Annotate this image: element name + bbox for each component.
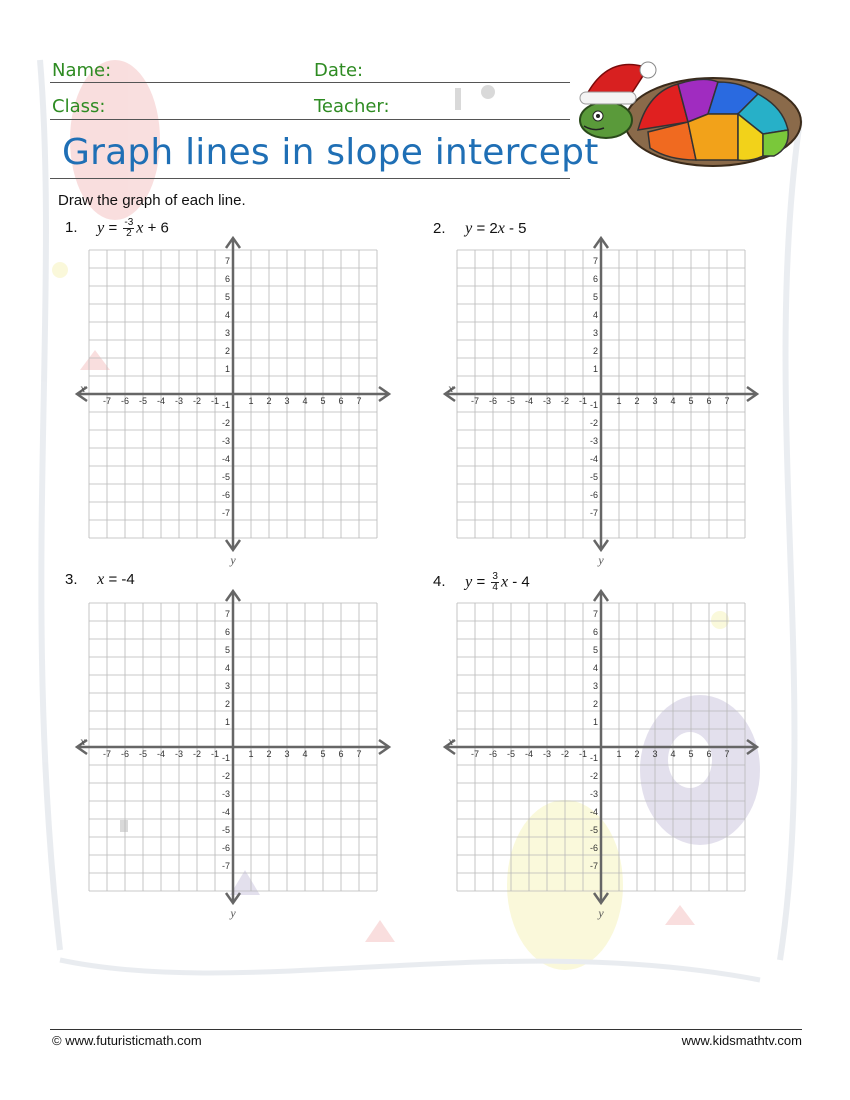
x-tick-label: 4: [302, 749, 308, 759]
y-tick-label: 4: [592, 663, 598, 673]
y-tick-label: 3: [592, 328, 598, 338]
x-tick-label: 1: [248, 749, 254, 759]
y-tick-label: 5: [224, 645, 230, 655]
x-tick-label: 5: [688, 749, 694, 759]
equation-rest: + 6: [147, 219, 169, 237]
y-tick-label: 3: [224, 328, 230, 338]
y-tick-label: 1: [224, 364, 230, 374]
equation-coefficient: 2: [489, 220, 498, 237]
x-tick-label: -6: [488, 749, 498, 759]
equation-fraction: [123, 218, 134, 239]
x-tick-label: -6: [488, 396, 498, 406]
equation-equals: =: [108, 571, 118, 588]
y-tick-label: -5: [221, 825, 230, 835]
y-tick-label: 7: [592, 256, 598, 266]
class-line[interactable]: [50, 119, 570, 120]
x-tick-label: 4: [670, 396, 676, 406]
x-tick-label: 4: [302, 396, 308, 406]
name-line[interactable]: [50, 82, 570, 83]
coordinate-grid-4[interactable]: [446, 593, 756, 920]
equation-lhs: y: [97, 219, 105, 237]
y-axis-label: y: [598, 906, 604, 920]
y-tick-label: 7: [224, 609, 230, 619]
equation-lhs: y: [465, 573, 473, 591]
x-tick-label: 1: [616, 396, 622, 406]
y-tick-label: -2: [221, 418, 230, 428]
y-tick-label: -6: [221, 490, 230, 500]
x-tick-label: 2: [266, 749, 272, 759]
x-tick-label: 3: [284, 396, 290, 406]
x-tick-label: 2: [634, 396, 640, 406]
y-tick-label: 2: [592, 699, 598, 709]
x-tick-label: -5: [138, 749, 148, 759]
y-tick-label: -4: [221, 454, 230, 464]
y-tick-label: 2: [592, 346, 598, 356]
y-tick-label: 6: [592, 274, 598, 284]
x-tick-label: -4: [156, 396, 166, 406]
y-tick-label: -4: [589, 454, 598, 464]
x-axis-label: x: [448, 734, 454, 748]
y-tick-label: 3: [224, 681, 230, 691]
x-axis-label: x: [80, 734, 86, 748]
x-tick-label: -7: [470, 749, 480, 759]
x-tick-label: -2: [560, 749, 570, 759]
y-tick-label: -7: [221, 508, 230, 518]
y-tick-label: -7: [589, 508, 598, 518]
class-label: Class:: [52, 96, 106, 117]
fraction-denominator: 2: [126, 228, 132, 239]
y-tick-label: -2: [589, 771, 598, 781]
x-tick-label: -4: [524, 396, 534, 406]
y-axis-label: y: [598, 553, 604, 567]
x-tick-label: -7: [102, 749, 112, 759]
x-tick-label: -7: [102, 396, 112, 406]
problem-4: [433, 572, 530, 593]
y-tick-label: 1: [224, 717, 230, 727]
x-tick-label: -2: [192, 396, 202, 406]
y-tick-label: 4: [224, 310, 230, 320]
x-tick-label: -4: [156, 749, 166, 759]
y-tick-label: -1: [221, 400, 230, 410]
y-tick-label: 7: [592, 609, 598, 619]
y-tick-label: -4: [221, 807, 230, 817]
y-tick-label: -2: [589, 418, 598, 428]
problem-1: [65, 218, 169, 239]
equation-var: x: [136, 219, 144, 237]
title-underline: [50, 178, 570, 179]
equation-lhs: x: [97, 571, 105, 588]
coordinate-grid-3[interactable]: [78, 593, 388, 920]
turtle-mascot-icon: [578, 52, 803, 172]
x-tick-label: -5: [138, 396, 148, 406]
x-tick-label: 7: [724, 749, 730, 759]
x-tick-label: -4: [524, 749, 534, 759]
coordinate-grid-1[interactable]: [78, 240, 388, 567]
y-tick-label: -3: [221, 436, 230, 446]
y-tick-label: 1: [592, 364, 598, 374]
y-tick-label: 6: [224, 627, 230, 637]
x-axis-label: x: [448, 381, 454, 395]
footer-left-link[interactable]: © www.futuristicmath.com: [52, 1033, 202, 1048]
x-tick-label: -5: [506, 396, 516, 406]
x-tick-label: -1: [210, 749, 220, 759]
x-axis-label: x: [80, 381, 86, 395]
y-tick-label: -3: [589, 436, 598, 446]
date-label: Date:: [314, 60, 364, 81]
x-tick-label: 6: [706, 396, 712, 406]
x-tick-label: 6: [338, 396, 344, 406]
x-tick-label: 5: [688, 396, 694, 406]
y-tick-label: -7: [589, 861, 598, 871]
page-title: Graph lines in slope intercept: [62, 132, 599, 173]
y-tick-label: -3: [221, 789, 230, 799]
problem-number: 4.: [433, 573, 446, 591]
y-axis-label: y: [230, 553, 236, 567]
y-tick-label: -5: [589, 825, 598, 835]
x-tick-label: 7: [356, 749, 362, 759]
x-tick-label: 4: [670, 749, 676, 759]
equation-lhs: y: [465, 220, 473, 237]
equation-rest: - 4: [512, 573, 530, 591]
fraction-denominator: 4: [492, 582, 498, 593]
y-tick-label: -2: [221, 771, 230, 781]
x-tick-label: 7: [724, 396, 730, 406]
x-tick-label: -3: [542, 749, 552, 759]
x-tick-label: -1: [578, 396, 588, 406]
x-tick-label: 5: [320, 396, 326, 406]
footer-right-link[interactable]: www.kidsmathtv.com: [681, 1033, 802, 1048]
equation-var: x: [500, 573, 509, 591]
y-tick-label: 2: [224, 346, 230, 356]
y-axis-label: y: [230, 906, 236, 920]
equation-rest: -4: [121, 571, 135, 588]
fraction-numerator: -3: [124, 217, 134, 228]
x-tick-label: -1: [210, 396, 220, 406]
equation-rest: - 5: [509, 220, 527, 237]
y-tick-label: -5: [589, 472, 598, 482]
y-tick-label: 7: [224, 256, 230, 266]
y-tick-label: 4: [224, 663, 230, 673]
x-tick-label: 2: [266, 396, 272, 406]
equation-equals: =: [476, 220, 486, 237]
x-tick-label: 6: [706, 749, 712, 759]
equation-equals: =: [476, 573, 486, 591]
name-label: Name:: [52, 60, 112, 81]
problem-2: [433, 220, 527, 238]
y-tick-label: 3: [592, 681, 598, 691]
y-tick-label: -6: [589, 843, 598, 853]
problem-3: [65, 571, 135, 589]
x-tick-label: -5: [506, 749, 516, 759]
teacher-label: Teacher:: [314, 96, 390, 117]
x-tick-label: 3: [652, 749, 658, 759]
y-tick-label: -4: [589, 807, 598, 817]
x-tick-label: 1: [248, 396, 254, 406]
y-tick-label: -5: [221, 472, 230, 482]
equation-fraction: [491, 572, 499, 593]
x-tick-label: -3: [174, 396, 184, 406]
x-tick-label: -6: [120, 749, 130, 759]
x-tick-label: 6: [338, 749, 344, 759]
y-tick-label: 2: [224, 699, 230, 709]
y-tick-label: 6: [592, 627, 598, 637]
coordinate-grid-2[interactable]: [446, 240, 756, 567]
x-tick-label: -1: [578, 749, 588, 759]
x-tick-label: 3: [284, 749, 290, 759]
x-tick-label: 3: [652, 396, 658, 406]
equation-equals: =: [108, 219, 118, 237]
x-tick-label: 5: [320, 749, 326, 759]
x-tick-label: -3: [542, 396, 552, 406]
fraction-numerator: 3: [492, 571, 498, 582]
x-tick-label: -3: [174, 749, 184, 759]
y-tick-label: 4: [592, 310, 598, 320]
y-tick-label: -3: [589, 789, 598, 799]
x-tick-label: 1: [616, 749, 622, 759]
x-tick-label: -7: [470, 396, 480, 406]
y-tick-label: -1: [589, 400, 598, 410]
y-tick-label: 5: [592, 292, 598, 302]
footer-divider: [50, 1029, 802, 1030]
y-tick-label: -7: [221, 861, 230, 871]
problem-number: 1.: [65, 219, 78, 237]
y-tick-label: 6: [224, 274, 230, 284]
y-tick-label: 5: [592, 645, 598, 655]
x-tick-label: -2: [192, 749, 202, 759]
y-tick-label: 5: [224, 292, 230, 302]
problem-number: 3.: [65, 571, 78, 588]
y-tick-label: -1: [589, 753, 598, 763]
instructions-text: Draw the graph of each line.: [58, 192, 246, 209]
x-tick-label: -2: [560, 396, 570, 406]
x-tick-label: -6: [120, 396, 130, 406]
x-tick-label: 2: [634, 749, 640, 759]
problem-number: 2.: [433, 220, 446, 237]
y-tick-label: -1: [221, 753, 230, 763]
y-tick-label: -6: [221, 843, 230, 853]
y-tick-label: 1: [592, 717, 598, 727]
x-tick-label: 7: [356, 396, 362, 406]
equation-var: x: [497, 220, 505, 237]
y-tick-label: -6: [589, 490, 598, 500]
